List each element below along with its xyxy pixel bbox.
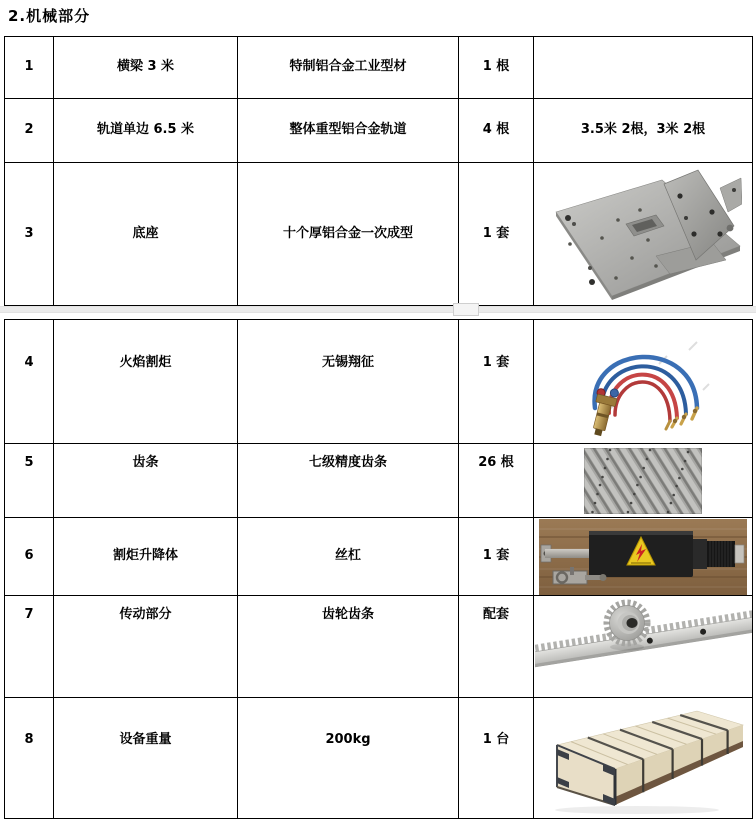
page-break-band [0,306,756,313]
part-qty: 4 根 [459,99,534,163]
table-row [5,37,753,99]
table-row [5,596,753,698]
part-spec: 十个厚铝合金一次成型 [238,163,459,306]
part-spec: 丝杠 [238,518,459,596]
base-plate-photo [544,168,742,300]
part-qty: 1 套 [459,518,534,596]
row-number: 4 [5,320,54,444]
part-qty: 1 套 [459,163,534,306]
row-number: 2 [5,99,54,163]
table-row [5,444,753,518]
row-number: 7 [5,596,54,698]
row-number: 8 [5,698,54,819]
gear-and-rack-photo [535,598,752,695]
part-qty: 1 套 [459,320,534,444]
part-name: 齿条 [54,444,238,518]
page-break-handle [453,303,479,316]
parts-table-section-1 [4,36,753,306]
row-number: 5 [5,444,54,518]
table-row [5,518,753,596]
part-spec: 七级精度齿条 [238,444,459,518]
part-name: 横梁 3 米 [54,37,238,99]
rack-stack-photo [584,448,702,514]
part-qty: 配套 [459,596,534,698]
part-qty: 26 根 [459,444,534,518]
cutting-torch-photo [571,326,716,438]
part-qty: 1 台 [459,698,534,819]
torch-lifter-photo [539,519,747,595]
part-name: 轨道单边 6.5 米 [54,99,238,163]
part-spec: 整体重型铝合金轨道 [238,99,459,163]
row-number: 1 [5,37,54,99]
part-note [534,37,753,99]
part-spec: 无锡翔征 [238,320,459,444]
part-name: 设备重量 [54,698,238,819]
part-name: 割炬升降体 [54,518,238,596]
part-qty: 1 根 [459,37,534,99]
table-row [5,698,753,819]
parts-table-section-2 [4,319,753,819]
table-row [5,99,753,163]
part-name: 底座 [54,163,238,306]
part-note: 3.5米 2根，3米 2根 [534,99,753,163]
part-name: 火焰割炬 [54,320,238,444]
part-spec: 特制铝合金工业型材 [238,37,459,99]
part-name: 传动部分 [54,596,238,698]
part-spec: 齿轮齿条 [238,596,459,698]
table-row [5,320,753,444]
part-spec: 200kg [238,698,459,819]
page-title: 2.机械部分 [8,7,91,25]
wooden-crate-photo [537,699,749,817]
row-number: 3 [5,163,54,306]
row-number: 6 [5,518,54,596]
table-row [5,163,753,306]
